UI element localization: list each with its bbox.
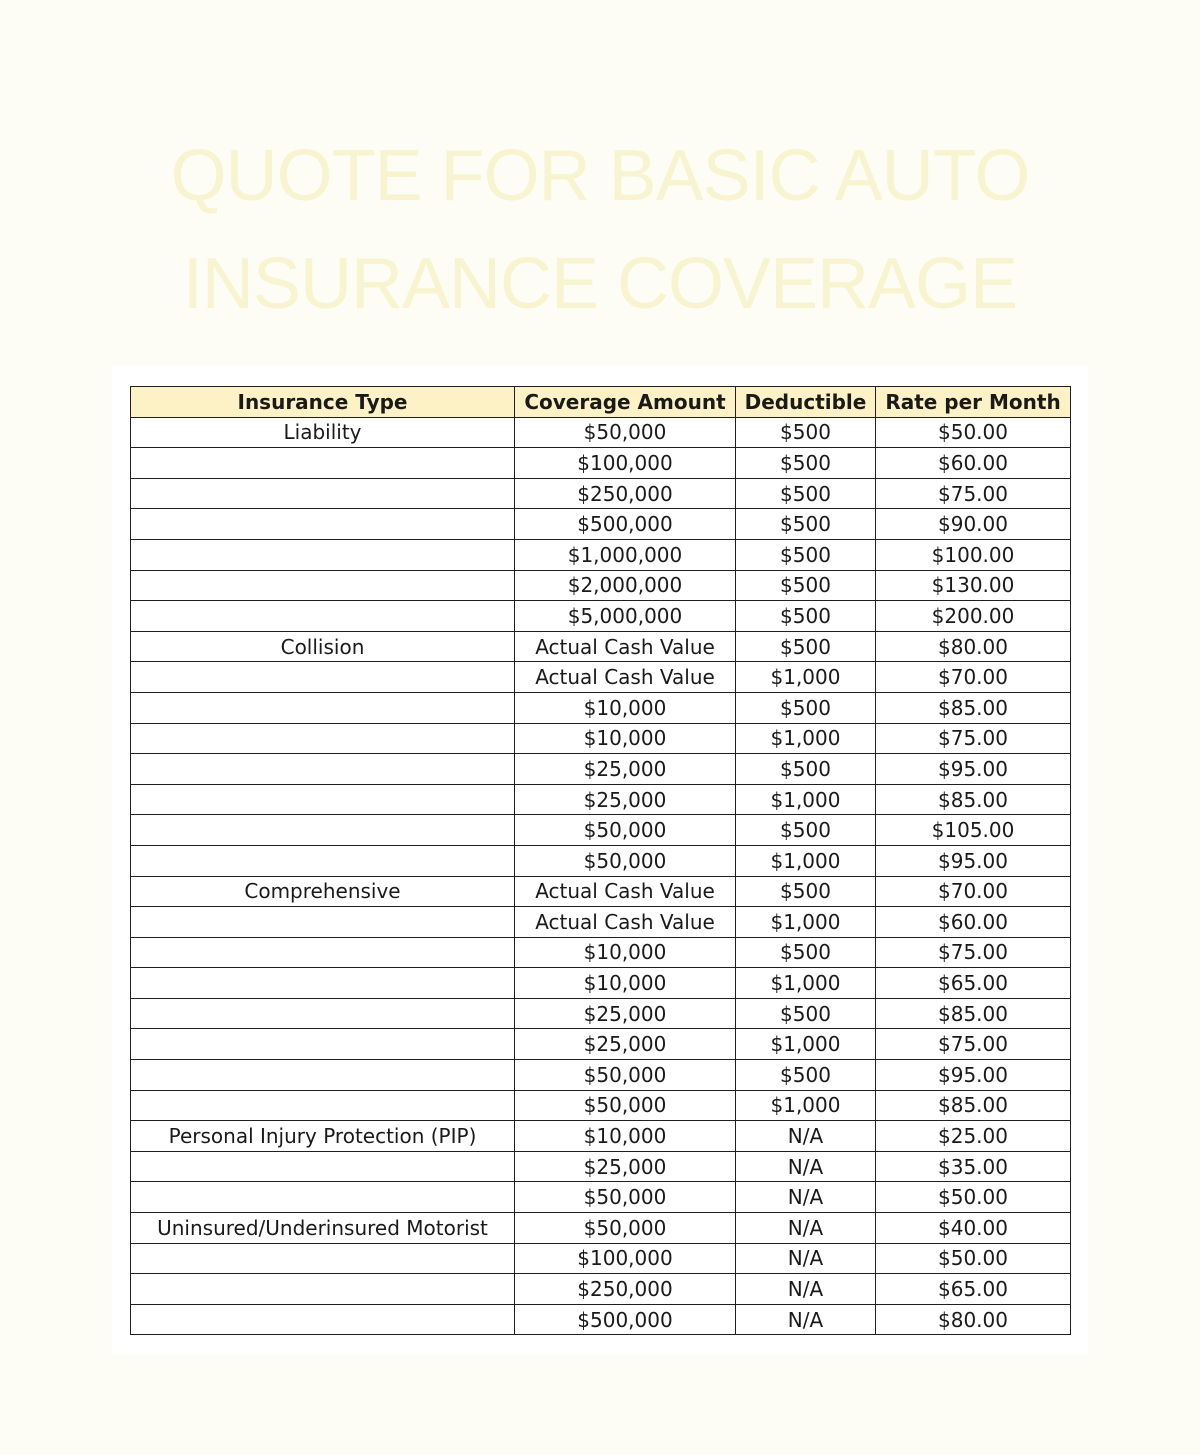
cell-rate-per-month: $70.00 xyxy=(876,662,1071,693)
cell-coverage-amount: $5,000,000 xyxy=(515,601,736,632)
cell-coverage-amount: $2,000,000 xyxy=(515,570,736,601)
cell-insurance-type xyxy=(131,1151,515,1182)
table-row xyxy=(131,1121,1071,1152)
cell-rate-per-month: $85.00 xyxy=(876,692,1071,723)
document-title xyxy=(0,122,1200,338)
cell-deductible: $1,000 xyxy=(736,968,876,999)
cell-rate-per-month: $65.00 xyxy=(876,1274,1071,1305)
table-row xyxy=(131,448,1071,479)
cell-deductible: N/A xyxy=(736,1274,876,1305)
cell-coverage-amount: $100,000 xyxy=(515,448,736,479)
table-row xyxy=(131,417,1071,448)
cell-coverage-amount: $50,000 xyxy=(515,815,736,846)
cell-rate-per-month: $100.00 xyxy=(876,539,1071,570)
cell-insurance-type xyxy=(131,998,515,1029)
table-row xyxy=(131,692,1071,723)
cell-rate-per-month: $50.00 xyxy=(876,1243,1071,1274)
cell-insurance-type xyxy=(131,937,515,968)
cell-rate-per-month: $70.00 xyxy=(876,876,1071,907)
cell-deductible: $1,000 xyxy=(736,1090,876,1121)
cell-deductible: N/A xyxy=(736,1182,876,1213)
cell-insurance-type xyxy=(131,1274,515,1305)
table-row xyxy=(131,998,1071,1029)
cell-insurance-type xyxy=(131,601,515,632)
cell-insurance-type: Comprehensive xyxy=(131,876,515,907)
cell-coverage-amount: $250,000 xyxy=(515,478,736,509)
cell-coverage-amount: $50,000 xyxy=(515,417,736,448)
cell-coverage-amount: $100,000 xyxy=(515,1243,736,1274)
cell-rate-per-month: $90.00 xyxy=(876,509,1071,540)
cell-insurance-type xyxy=(131,1090,515,1121)
cell-rate-per-month: $75.00 xyxy=(876,937,1071,968)
cell-deductible: $500 xyxy=(736,448,876,479)
cell-coverage-amount: $50,000 xyxy=(515,1182,736,1213)
table-row xyxy=(131,784,1071,815)
cell-rate-per-month: $80.00 xyxy=(876,631,1071,662)
cell-deductible: N/A xyxy=(736,1121,876,1152)
cell-rate-per-month: $80.00 xyxy=(876,1304,1071,1335)
cell-rate-per-month: $60.00 xyxy=(876,448,1071,479)
table-row xyxy=(131,1090,1071,1121)
cell-insurance-type xyxy=(131,692,515,723)
table-row xyxy=(131,723,1071,754)
cell-deductible: $1,000 xyxy=(736,662,876,693)
table-row xyxy=(131,631,1071,662)
cell-coverage-amount: $1,000,000 xyxy=(515,539,736,570)
cell-rate-per-month: $40.00 xyxy=(876,1213,1071,1244)
cell-rate-per-month: $60.00 xyxy=(876,907,1071,938)
cell-deductible: $500 xyxy=(736,601,876,632)
table-row xyxy=(131,539,1071,570)
cell-insurance-type: Collision xyxy=(131,631,515,662)
cell-coverage-amount: $50,000 xyxy=(515,845,736,876)
table-row xyxy=(131,937,1071,968)
cell-deductible: $1,000 xyxy=(736,907,876,938)
cell-deductible: N/A xyxy=(736,1213,876,1244)
cell-rate-per-month: $85.00 xyxy=(876,784,1071,815)
header-coverage-amount: Coverage Amount xyxy=(515,387,736,418)
table-row xyxy=(131,815,1071,846)
cell-insurance-type: Liability xyxy=(131,417,515,448)
cell-insurance-type xyxy=(131,754,515,785)
table-row xyxy=(131,1304,1071,1335)
cell-coverage-amount: $50,000 xyxy=(515,1060,736,1091)
cell-rate-per-month: $200.00 xyxy=(876,601,1071,632)
cell-coverage-amount: $25,000 xyxy=(515,1151,736,1182)
table-row xyxy=(131,1213,1071,1244)
table-row xyxy=(131,662,1071,693)
cell-coverage-amount: $10,000 xyxy=(515,1121,736,1152)
header-rate-per-month: Rate per Month xyxy=(876,387,1071,418)
cell-coverage-amount: $50,000 xyxy=(515,1090,736,1121)
cell-insurance-type xyxy=(131,1304,515,1335)
cell-deductible: $1,000 xyxy=(736,845,876,876)
table-row xyxy=(131,845,1071,876)
table-row xyxy=(131,478,1071,509)
table-row xyxy=(131,1243,1071,1274)
cell-deductible: $500 xyxy=(736,937,876,968)
cell-coverage-amount: $10,000 xyxy=(515,723,736,754)
cell-insurance-type xyxy=(131,815,515,846)
cell-coverage-amount: $10,000 xyxy=(515,692,736,723)
cell-coverage-amount: $500,000 xyxy=(515,509,736,540)
cell-rate-per-month: $75.00 xyxy=(876,723,1071,754)
cell-rate-per-month: $95.00 xyxy=(876,754,1071,785)
table-row xyxy=(131,1151,1071,1182)
header-insurance-type: Insurance Type xyxy=(131,387,515,418)
cell-coverage-amount: $10,000 xyxy=(515,968,736,999)
table-row xyxy=(131,876,1071,907)
cell-coverage-amount: $50,000 xyxy=(515,1213,736,1244)
cell-rate-per-month: $85.00 xyxy=(876,1090,1071,1121)
cell-coverage-amount: $10,000 xyxy=(515,937,736,968)
cell-insurance-type xyxy=(131,1060,515,1091)
cell-insurance-type xyxy=(131,1243,515,1274)
cell-insurance-type: Uninsured/Underinsured Motorist xyxy=(131,1213,515,1244)
cell-deductible: $500 xyxy=(736,754,876,785)
cell-insurance-type xyxy=(131,478,515,509)
cell-deductible: $500 xyxy=(736,631,876,662)
table-row xyxy=(131,754,1071,785)
cell-deductible: N/A xyxy=(736,1304,876,1335)
cell-deductible: $500 xyxy=(736,570,876,601)
cell-insurance-type xyxy=(131,509,515,540)
cell-rate-per-month: $95.00 xyxy=(876,1060,1071,1091)
table-row xyxy=(131,509,1071,540)
table-body xyxy=(131,417,1071,1335)
cell-coverage-amount: $25,000 xyxy=(515,1029,736,1060)
cell-deductible: $500 xyxy=(736,998,876,1029)
cell-rate-per-month: $75.00 xyxy=(876,1029,1071,1060)
cell-coverage-amount: $25,000 xyxy=(515,784,736,815)
table-row xyxy=(131,1060,1071,1091)
header-deductible: Deductible xyxy=(736,387,876,418)
table-row xyxy=(131,601,1071,632)
cell-insurance-type xyxy=(131,1029,515,1060)
cell-deductible: N/A xyxy=(736,1151,876,1182)
cell-rate-per-month: $65.00 xyxy=(876,968,1071,999)
cell-deductible: $500 xyxy=(736,815,876,846)
cell-insurance-type: Personal Injury Protection (PIP) xyxy=(131,1121,515,1152)
table-row xyxy=(131,570,1071,601)
cell-insurance-type xyxy=(131,968,515,999)
cell-rate-per-month: $35.00 xyxy=(876,1151,1071,1182)
cell-coverage-amount: $25,000 xyxy=(515,998,736,1029)
cell-rate-per-month: $130.00 xyxy=(876,570,1071,601)
cell-deductible: $500 xyxy=(736,417,876,448)
cell-deductible: $500 xyxy=(736,509,876,540)
cell-insurance-type xyxy=(131,845,515,876)
cell-insurance-type xyxy=(131,570,515,601)
table-row xyxy=(131,907,1071,938)
cell-rate-per-month: $50.00 xyxy=(876,1182,1071,1213)
cell-rate-per-month: $50.00 xyxy=(876,417,1071,448)
cell-deductible: $500 xyxy=(736,1060,876,1091)
title-line-2: INSURANCE COVERAGE xyxy=(182,244,1018,324)
cell-rate-per-month: $85.00 xyxy=(876,998,1071,1029)
cell-coverage-amount: Actual Cash Value xyxy=(515,631,736,662)
cell-coverage-amount: Actual Cash Value xyxy=(515,907,736,938)
cell-deductible: $1,000 xyxy=(736,784,876,815)
header-row xyxy=(131,387,1071,418)
table-row xyxy=(131,1182,1071,1213)
table-row xyxy=(131,968,1071,999)
cell-coverage-amount: $25,000 xyxy=(515,754,736,785)
table-row xyxy=(131,1029,1071,1060)
cell-rate-per-month: $105.00 xyxy=(876,815,1071,846)
cell-rate-per-month: $75.00 xyxy=(876,478,1071,509)
cell-insurance-type xyxy=(131,723,515,754)
cell-rate-per-month: $25.00 xyxy=(876,1121,1071,1152)
cell-insurance-type xyxy=(131,662,515,693)
cell-deductible: $500 xyxy=(736,876,876,907)
cell-insurance-type xyxy=(131,1182,515,1213)
cell-coverage-amount: Actual Cash Value xyxy=(515,876,736,907)
cell-deductible: $1,000 xyxy=(736,1029,876,1060)
title-line-1: QUOTE FOR BASIC AUTO xyxy=(170,136,1030,216)
cell-coverage-amount: $250,000 xyxy=(515,1274,736,1305)
insurance-quote-table xyxy=(130,386,1071,1335)
cell-insurance-type xyxy=(131,539,515,570)
cell-insurance-type xyxy=(131,907,515,938)
cell-coverage-amount: Actual Cash Value xyxy=(515,662,736,693)
cell-coverage-amount: $500,000 xyxy=(515,1304,736,1335)
cell-deductible: $500 xyxy=(736,539,876,570)
cell-deductible: N/A xyxy=(736,1243,876,1274)
table-row xyxy=(131,1274,1071,1305)
cell-deductible: $1,000 xyxy=(736,723,876,754)
cell-rate-per-month: $95.00 xyxy=(876,845,1071,876)
cell-insurance-type xyxy=(131,784,515,815)
cell-insurance-type xyxy=(131,448,515,479)
cell-deductible: $500 xyxy=(736,692,876,723)
cell-deductible: $500 xyxy=(736,478,876,509)
